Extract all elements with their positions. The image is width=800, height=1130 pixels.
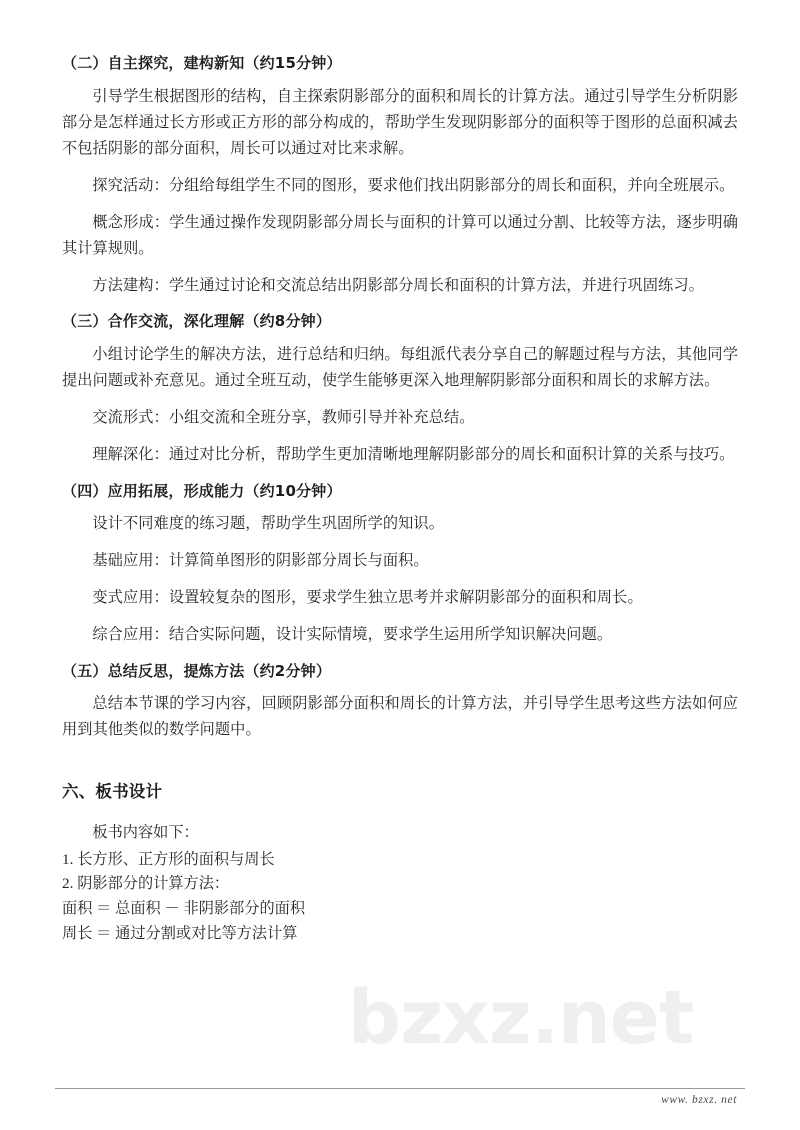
paragraph: 交流形式：小组交流和全班分享，教师引导并补充总结。	[92, 409, 475, 427]
board-formula-area: 面积 ＝ 总面积 － 非阴影部分的面积	[62, 900, 305, 918]
paragraph: 变式应用：设置较复杂的图形，要求学生独立思考并求解阴影部分的面积和周长。	[92, 589, 643, 607]
section-heading-four: （四）应用拓展，形成能力（约10分钟）	[62, 481, 342, 500]
section-heading-three: （三）合作交流，深化理解（约8分钟）	[62, 312, 332, 331]
section-heading-two: （二）自主探究，建构新知（约15分钟）	[62, 54, 342, 72]
section-spacer	[62, 754, 738, 780]
document-content	[62, 52, 738, 946]
paragraph: 小组讨论学生的解决方法，进行总结和归纳。每组派代表分享自己的解题过程与方法，其他同学提出问题或补充意见。通过全班互动，使学生能够更深入地理解阴影部分面积和周长的求解方法。	[62, 345, 738, 390]
section-heading-board-design: 六、板书设计	[62, 782, 163, 802]
paragraph: 基础应用：计算简单图形的阴影部分周长与面积。	[92, 552, 429, 570]
paragraph: 设计不同难度的练习题，帮助学生巩固所学的知识。	[92, 515, 445, 533]
paragraph: 概念形成：学生通过操作发现阴影部分周长与面积的计算可以通过分割、比较等方法，逐步明确其计算规则。	[62, 214, 738, 258]
board-formula-perimeter: 周长 ＝ 通过分割或对比等方法计算	[62, 924, 298, 942]
paragraph: 理解深化：通过对比分析，帮助学生更加清晰地理解阴影部分的周长和面积计算的关系与技巧。	[92, 446, 735, 464]
board-list-item: 2. 阴影部分的计算方法：	[62, 875, 230, 893]
board-lead-text: 板书内容如下：	[92, 824, 199, 842]
footer-url: www. bzxz. net	[661, 1094, 737, 1106]
paragraph: 引导学生根据图形的结构，自主探索阴影部分的面积和周长的计算方法。通过引导学生分析阴影部分是怎样通过长方形或正方形的部分构成的，帮助学生发现阴影部分的面积等于图形的总面积减去不包括阴影的部分面积，周长可以通过对比来求解。	[62, 87, 738, 157]
page-footer	[55, 1088, 745, 1106]
footer-divider	[55, 1088, 745, 1089]
paragraph: 方法建构：学生通过讨论和交流总结出阴影部分周长和面积的计算方法，并进行巩固练习。	[92, 277, 704, 295]
board-design-block	[62, 821, 738, 946]
paragraph: 综合应用：结合实际问题，设计实际情境，要求学生运用所学知识解决问题。	[92, 626, 613, 644]
board-list-item: 1. 长方形、正方形的面积与周长	[62, 850, 275, 868]
paragraph: 总结本节课的学习内容，回顾阴影部分面积和周长的计算方法，并引导学生思考这些方法如何应用到其他类似的数学问题中。	[62, 695, 738, 739]
section-heading-five: （五）总结反思，提炼方法（约2分钟）	[62, 661, 332, 680]
watermark-bzxz: bzxz.net	[348, 975, 694, 1061]
paragraph: 探究活动：分组给每组学生不同的图形，要求他们找出阴影部分的周长和面积，并向全班展示。	[92, 176, 735, 194]
